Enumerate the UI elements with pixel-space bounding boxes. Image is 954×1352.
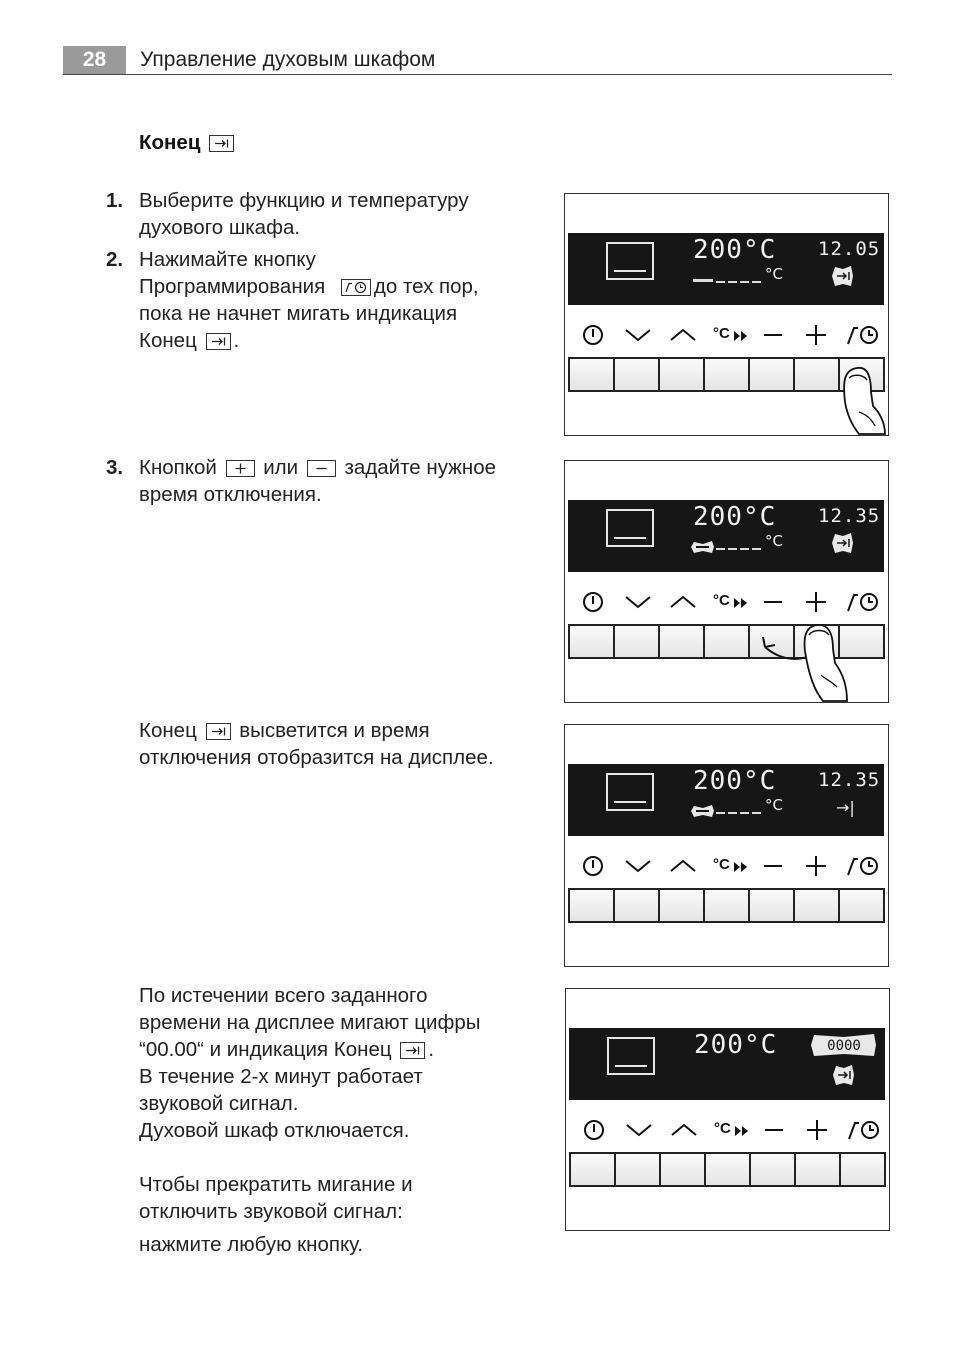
step-text: . <box>233 329 240 352</box>
control-panel-figure <box>565 988 890 1231</box>
program-clock-icon <box>845 322 877 352</box>
display-clock: 12.35 <box>818 505 881 527</box>
key-down[interactable] <box>616 1154 661 1185</box>
end-time-icon <box>206 723 231 740</box>
touch-key-strip <box>569 1152 886 1187</box>
end-time-icon <box>209 135 234 152</box>
step-text: Кнопкой <box>139 456 217 479</box>
control-panel-figure <box>564 460 889 703</box>
key-up[interactable] <box>660 359 705 390</box>
program-clock-icon <box>341 279 371 296</box>
oven-display <box>568 500 884 572</box>
key-power[interactable] <box>570 626 615 657</box>
note-text-line: нажмите любую кнопку. <box>139 1233 364 1256</box>
plus-icon <box>803 853 835 883</box>
note-end-shown <box>139 717 494 771</box>
button-icon-row <box>568 322 888 352</box>
section-title-text: Конец <box>139 131 201 154</box>
note-text-line: В течение 2-х минут работает <box>139 1065 423 1088</box>
touch-key-strip <box>568 357 885 392</box>
plus-icon <box>804 1117 836 1147</box>
heat-progress-dashes <box>716 812 762 814</box>
fast-heat-label: °C <box>714 1120 731 1137</box>
oven-display <box>569 1028 885 1100</box>
heat-indicator <box>693 279 713 282</box>
oven-icon <box>606 773 654 811</box>
fast-heat-icon <box>713 853 745 883</box>
control-panel-figure <box>564 724 889 967</box>
note-text-line: отключить звуковой сигнал: <box>139 1200 403 1223</box>
note-text: Конец <box>139 719 197 742</box>
step-text-line: пока не начнет мигать индикация <box>139 302 458 325</box>
end-time-icon <box>206 333 231 350</box>
step-text-line: духового шкафа. <box>139 216 301 239</box>
key-minus[interactable] <box>751 1154 796 1185</box>
step-number: 3. <box>106 456 124 479</box>
fast-heat-label: °C <box>713 592 730 609</box>
button-icon-row <box>569 1117 889 1147</box>
power-icon <box>581 1117 613 1147</box>
note-end-reached <box>139 982 480 1144</box>
key-down[interactable] <box>615 359 660 390</box>
key-up[interactable] <box>661 1154 706 1185</box>
fast-heat-label: °C <box>713 856 730 873</box>
note-text-line: По истечении всего заданного <box>139 984 428 1007</box>
note-text-line: Чтобы прекратить мигание и <box>139 1173 413 1196</box>
oven-icon <box>606 242 654 280</box>
note-text-line: времени на дисплее мигают цифры <box>139 1011 481 1034</box>
note-text-line <box>139 1036 480 1063</box>
key-fast-heat[interactable] <box>705 359 750 390</box>
key-program[interactable] <box>840 890 883 921</box>
step-text-line <box>139 273 539 300</box>
key-fast-heat[interactable] <box>705 890 750 921</box>
program-clock-icon <box>845 589 877 619</box>
minus-icon <box>760 853 792 883</box>
control-panel-figure <box>564 193 889 436</box>
key-power[interactable] <box>571 1154 616 1185</box>
step-text: Конец <box>139 329 197 352</box>
key-down[interactable] <box>615 890 660 921</box>
key-minus[interactable] <box>750 890 795 921</box>
display-temperature: 200°C <box>694 1030 778 1060</box>
heat-progress-dashes <box>716 281 762 283</box>
header-divider <box>63 74 892 75</box>
plus-icon <box>803 322 835 352</box>
display-temperature: 200°C <box>693 502 777 532</box>
step-text-line <box>139 454 539 481</box>
heat-indicator-blinking <box>689 803 717 819</box>
chevron-down-icon <box>623 322 655 352</box>
note-text: . <box>428 1038 435 1061</box>
power-icon <box>580 322 612 352</box>
blinking-zero-time <box>809 1032 879 1058</box>
minus-icon <box>761 1117 793 1147</box>
key-power[interactable] <box>570 359 615 390</box>
heat-progress-dashes <box>716 548 762 550</box>
key-fast-heat[interactable] <box>706 1154 751 1185</box>
end-time-indicator: →| <box>836 798 855 817</box>
plus-icon <box>226 460 255 477</box>
step-text-line <box>139 327 539 354</box>
oven-display <box>568 764 884 836</box>
key-program[interactable] <box>841 1154 884 1185</box>
program-clock-icon <box>846 1117 878 1147</box>
touch-key-strip <box>568 888 885 923</box>
page-number: 28 <box>63 46 126 74</box>
plus-icon <box>803 589 835 619</box>
svg-text:0000: 0000 <box>827 1038 861 1054</box>
page-title: Управление духовым шкафом <box>140 48 436 71</box>
chevron-up-icon <box>668 322 700 352</box>
fast-heat-label: °C <box>713 325 730 342</box>
step-text-line: Выберите функцию и температуру <box>139 189 469 212</box>
step-number: 2. <box>106 248 124 271</box>
key-minus[interactable] <box>750 359 795 390</box>
note-text-line: звуковой сигнал. <box>139 1092 299 1115</box>
button-icon-row <box>568 853 888 883</box>
step-text-line: время отключения. <box>139 483 322 506</box>
chevron-down-icon <box>623 589 655 619</box>
step-text: Программирования <box>139 275 326 298</box>
chevron-down-icon <box>623 853 655 883</box>
power-icon <box>580 853 612 883</box>
oven-display <box>568 233 884 305</box>
oven-icon <box>607 1037 655 1075</box>
note-stop-signal <box>139 1171 413 1258</box>
step-text: задайте нужное <box>344 456 497 479</box>
button-icon-row <box>568 589 888 619</box>
key-plus[interactable] <box>795 890 840 921</box>
key-plus[interactable] <box>796 1154 841 1185</box>
step-text: до тех пор, <box>373 275 479 298</box>
display-clock: 12.05 <box>818 238 881 260</box>
fast-heat-icon <box>713 589 745 619</box>
end-time-indicator-blinking <box>831 1063 857 1087</box>
note-text-line: Духовой шкаф отключается. <box>139 1119 410 1142</box>
fast-heat-icon <box>713 322 745 352</box>
chevron-up-icon <box>669 1117 701 1147</box>
display-unit: °C <box>765 265 783 283</box>
step-number: 1. <box>106 189 124 212</box>
step-text: или <box>263 456 299 479</box>
note-text-line: отключения отобразится на дисплее. <box>139 746 494 769</box>
key-up[interactable] <box>660 890 705 921</box>
key-power[interactable] <box>570 890 615 921</box>
power-icon <box>580 589 612 619</box>
chevron-up-icon <box>668 853 700 883</box>
fast-heat-icon <box>714 1117 746 1147</box>
program-clock-icon <box>845 853 877 883</box>
key-plus[interactable] <box>795 359 840 390</box>
note-text: “00.00“ и индикация Конец <box>139 1038 392 1061</box>
end-time-icon <box>400 1042 425 1059</box>
step-text-line: Нажимайте кнопку <box>139 248 316 271</box>
display-unit: °C <box>765 796 783 814</box>
key-down[interactable] <box>615 626 660 657</box>
end-time-indicator-blinking <box>830 264 856 288</box>
chevron-down-icon <box>624 1117 656 1147</box>
finger-press-illustration <box>839 362 889 436</box>
heat-indicator-blinking <box>689 539 717 555</box>
end-time-indicator-blinking <box>830 531 856 555</box>
key-up[interactable] <box>660 626 705 657</box>
oven-icon <box>606 509 654 547</box>
section-title <box>139 129 237 156</box>
finger-swipe-illustration <box>761 621 861 703</box>
minus-icon <box>760 589 792 619</box>
chevron-up-icon <box>668 589 700 619</box>
minus-icon <box>760 322 792 352</box>
note-text: высветится и время <box>239 719 430 742</box>
key-fast-heat[interactable] <box>705 626 750 657</box>
minus-icon <box>307 460 336 477</box>
note-text-line <box>139 717 494 744</box>
display-clock: 12.35 <box>818 769 881 791</box>
display-temperature: 200°C <box>693 235 777 265</box>
display-unit: °C <box>765 532 783 550</box>
display-temperature: 200°C <box>693 766 777 796</box>
